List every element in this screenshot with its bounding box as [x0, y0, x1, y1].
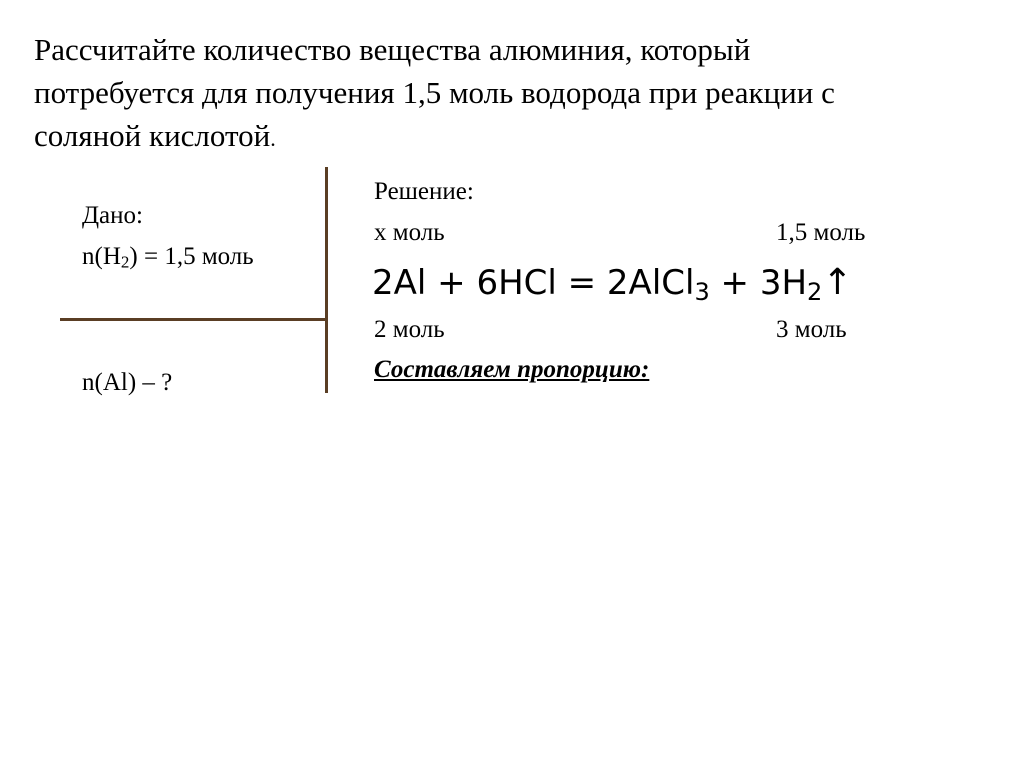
reaction-equation	[372, 262, 853, 306]
problem-line-3	[34, 114, 934, 160]
al-unknown-moles: х моль	[374, 219, 445, 246]
given-h2-subscript: 2	[120, 252, 130, 272]
h2-stoich-moles: 3 моль	[776, 316, 847, 343]
problem-line-2: потребуется для получения 1,5 моль водорода при реакции с	[34, 75, 835, 110]
equation-subscript-1: 3	[694, 278, 710, 306]
h2-given-moles: 1,5 моль	[776, 219, 866, 246]
given-h2-amount	[82, 243, 254, 271]
al-stoich-moles: 2 моль	[374, 316, 445, 343]
proportion-heading: Составляем пропорцию:	[374, 356, 650, 383]
equation-part-2: + 3H	[709, 263, 808, 303]
gas-arrow-icon: ↑	[822, 262, 853, 303]
find-al-amount: n(Al) – ?	[82, 369, 173, 396]
problem-line-1: Рассчитайте количество вещества алюминия, который	[34, 32, 751, 67]
vertical-divider	[325, 167, 328, 393]
solution-label: Решение:	[374, 178, 474, 205]
equation-part-1: 2Al + 6HCl = 2AlCl	[372, 263, 695, 303]
horizontal-divider	[60, 318, 328, 321]
problem-line-3-text: соляной кислотой	[34, 118, 271, 153]
given-h2-value: ) = 1,5 моль	[129, 243, 254, 270]
equation-subscript-2: 2	[807, 278, 823, 306]
given-h2-prefix: n(H	[82, 243, 121, 270]
given-label: Дано:	[82, 202, 143, 229]
problem-end-mark: .	[270, 126, 276, 151]
problem-statement	[34, 28, 934, 160]
